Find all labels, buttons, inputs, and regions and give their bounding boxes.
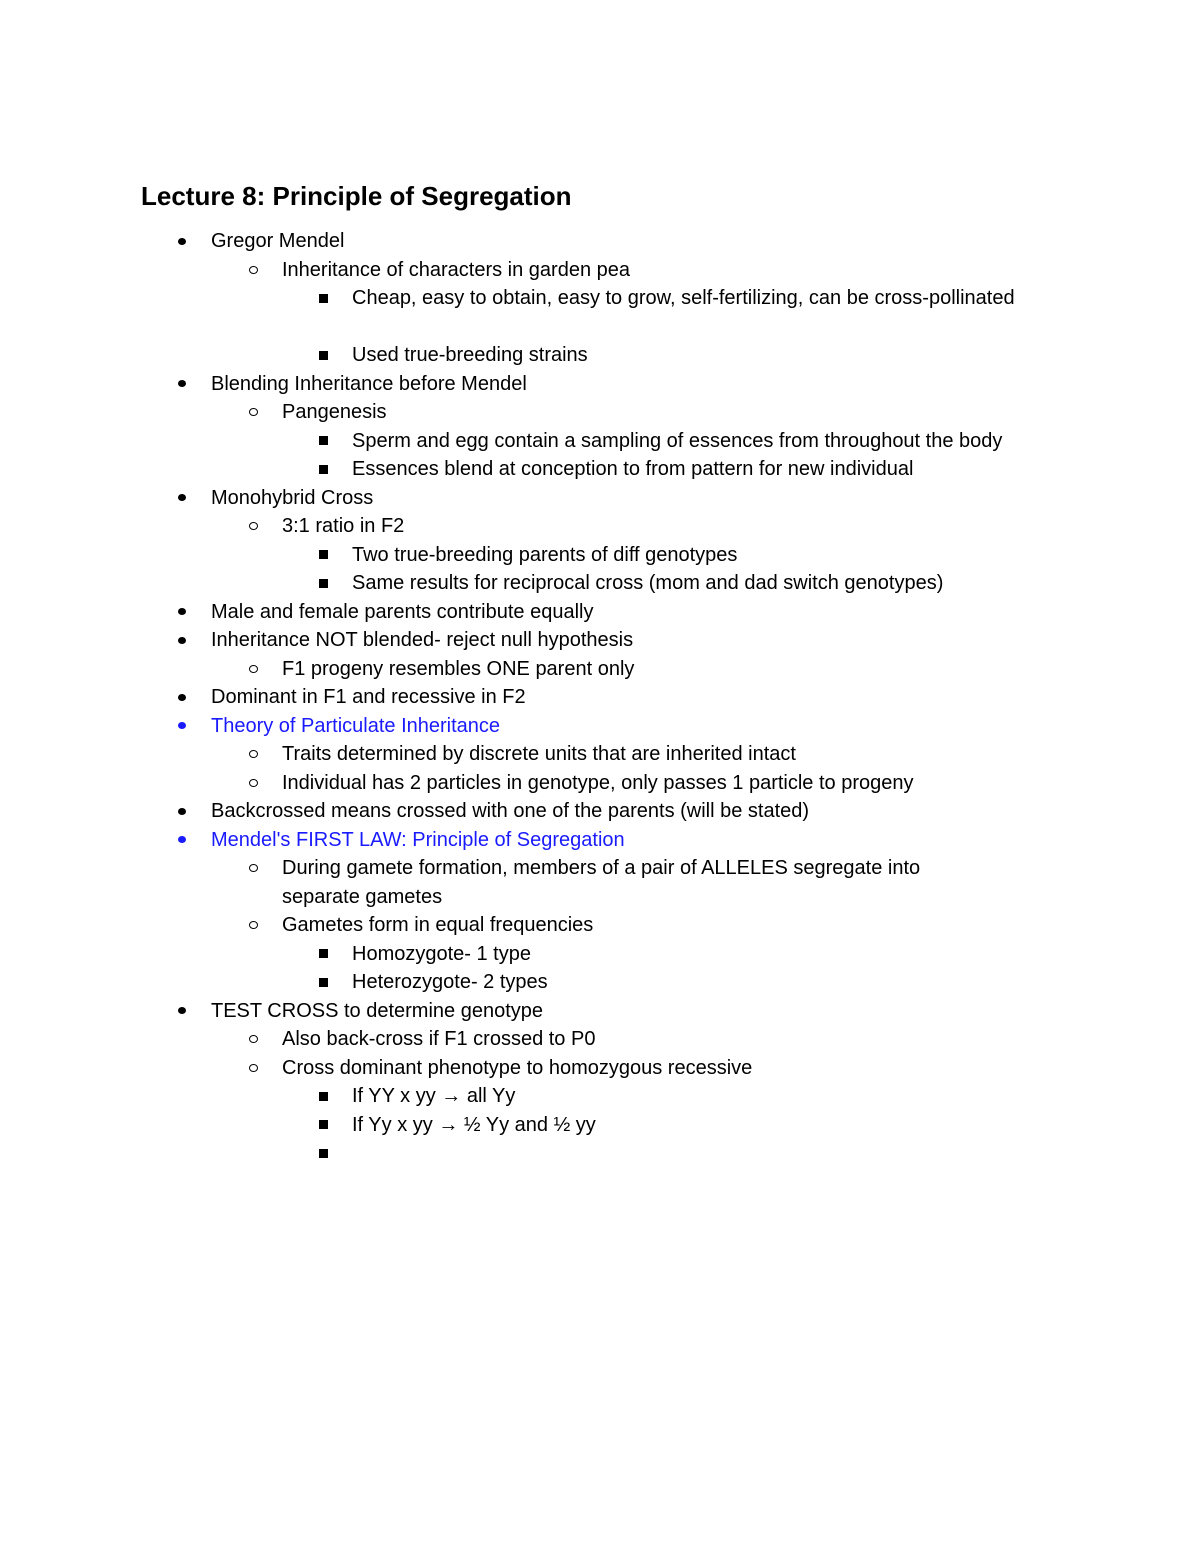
bullet-square-icon (316, 541, 330, 570)
list-item-text: Pangenesis (282, 401, 387, 423)
list-item-text: Blending Inheritance before Mendel (211, 372, 527, 395)
list-item-level-1 (211, 370, 1061, 399)
list-item-level-1 (211, 826, 1061, 855)
page-title: Lecture 8: Principle of Segregation (141, 181, 572, 211)
bullet-square-icon (316, 455, 330, 484)
list-item-text: Same results for reciprocal cross (mom and dad switch genotypes) (352, 572, 944, 594)
list-item-level-1 (211, 484, 1061, 513)
list-item-text: If YY x yy → all Yy (352, 1085, 516, 1107)
list-item-level-2 (282, 256, 1002, 285)
list-item-level-2 (282, 911, 1002, 940)
bullet-square-icon (316, 427, 330, 456)
list-item-text: Inheritance NOT blended- reject null hypothesis (211, 629, 634, 651)
bullet-square-icon (316, 341, 330, 370)
list-item-text: Essences blend at conception to from pattern for new individual (352, 458, 914, 480)
list-item-level-3 (352, 427, 1062, 456)
list-item-level-1 (211, 997, 1061, 1026)
bullet-circle-icon (246, 512, 260, 541)
bullet-disc-icon (175, 797, 189, 826)
list-item-text: Gametes form in equal frequencies (282, 914, 594, 936)
list-item-text: Two true-breeding parents of diff genotypes (352, 543, 738, 566)
list-item-level-1 (211, 797, 1061, 826)
list-item-text: Cross dominant phenotype to homozygous recessive (282, 1056, 753, 1079)
list-item-level-1 (211, 626, 1061, 655)
list-item-text: During gamete formation, members of a pair of ALLELES segregate into separate gametes (282, 857, 921, 908)
list-item-level-3 (352, 968, 1062, 997)
list-item-text: F1 progeny resembles ONE parent only (282, 657, 635, 680)
list-item-text: Mendel's FIRST LAW: Principle of Segregation (211, 828, 625, 851)
bullet-circle-icon (246, 911, 260, 940)
list-item-text: Also back-cross if F1 crossed to P0 (282, 1028, 596, 1050)
list-item-level-1 (211, 712, 1061, 741)
bullet-circle-icon (246, 1054, 260, 1083)
list-item-text: Individual has 2 particles in genotype, only passes 1 particle to progeny (282, 771, 914, 794)
list-item-text: Male and female parents contribute equally (211, 600, 594, 623)
bullet-square-icon (316, 1139, 330, 1168)
list-item-text: 3:1 ratio in F2 (282, 515, 405, 537)
bullet-square-icon (316, 284, 330, 313)
bullet-disc-icon (175, 997, 189, 1026)
list-item-level-2 (282, 655, 1002, 684)
list-item-text: Theory of Particulate Inheritance (211, 714, 501, 737)
bullet-disc-icon (175, 598, 189, 627)
bullet-square-icon (316, 569, 330, 598)
bullet-circle-icon (246, 769, 260, 798)
list-item-level-2 (282, 512, 1002, 541)
list-item-level-3 (352, 1082, 1062, 1111)
list-item-level-2 (282, 740, 1002, 769)
list-item-text: If Yy x yy → ½ Yy and ½ yy (352, 1113, 596, 1136)
bullet-circle-icon (246, 854, 260, 883)
bullet-circle-icon (246, 398, 260, 427)
bullet-circle-icon (246, 740, 260, 769)
list-item-level-3 (352, 341, 1062, 370)
list-item-level-3 (352, 1111, 1062, 1140)
list-item-text: Dominant in F1 and recessive in F2 (211, 686, 526, 708)
bullet-circle-icon (246, 655, 260, 684)
list-item-text: TEST CROSS to determine genotype (211, 999, 544, 1022)
bullet-disc-icon (175, 683, 189, 712)
list-item-text: Monohybrid Cross (211, 486, 374, 509)
list-item-level-2 (282, 398, 1002, 427)
bullet-square-icon (316, 968, 330, 997)
bullet-square-icon (316, 1082, 330, 1111)
list-item-level-3 (352, 541, 1062, 570)
list-item-level-1 (211, 227, 1061, 256)
bullet-disc-icon (175, 826, 189, 855)
list-item-level-3 (352, 284, 1062, 313)
list-item-level-2 (282, 769, 1002, 798)
bullet-disc-icon (175, 227, 189, 256)
list-item-text: Traits determined by discrete units that are inherited intact (282, 743, 796, 765)
list-item-text: Cheap, easy to obtain, easy to grow, self-fertilizing, can be cross-pollinated (352, 287, 1015, 309)
list-item-text: Backcrossed means crossed with one of the parents (will be stated) (211, 800, 810, 822)
list-item-text: Sperm and egg contain a sampling of essences from throughout the body (352, 429, 1003, 452)
bullet-circle-icon (246, 256, 260, 285)
list-item-level-2 (282, 1054, 1002, 1083)
list-item-text: Homozygote- 1 type (352, 942, 531, 965)
list-item-level-3 (352, 569, 1062, 598)
list-item-level-3 (352, 455, 1062, 484)
bullet-square-icon (316, 940, 330, 969)
list-item-level-2 (282, 854, 1002, 911)
bullet-disc-icon (175, 484, 189, 513)
list-item-level-2 (282, 1025, 1002, 1054)
bullet-square-icon (316, 1111, 330, 1140)
list-item-level-1 (211, 598, 1061, 627)
bullet-disc-icon (175, 626, 189, 655)
bullet-circle-icon (246, 1025, 260, 1054)
list-item-text: Heterozygote- 2 types (352, 971, 548, 993)
list-item-level-1 (211, 683, 1061, 712)
list-item-level-3 (352, 940, 1062, 969)
bullet-disc-icon (175, 370, 189, 399)
bullet-disc-icon (175, 712, 189, 741)
list-item-text: Used true-breeding strains (352, 344, 588, 366)
list-item-text: Gregor Mendel (211, 230, 345, 252)
list-item-text: Inheritance of characters in garden pea (282, 258, 630, 281)
